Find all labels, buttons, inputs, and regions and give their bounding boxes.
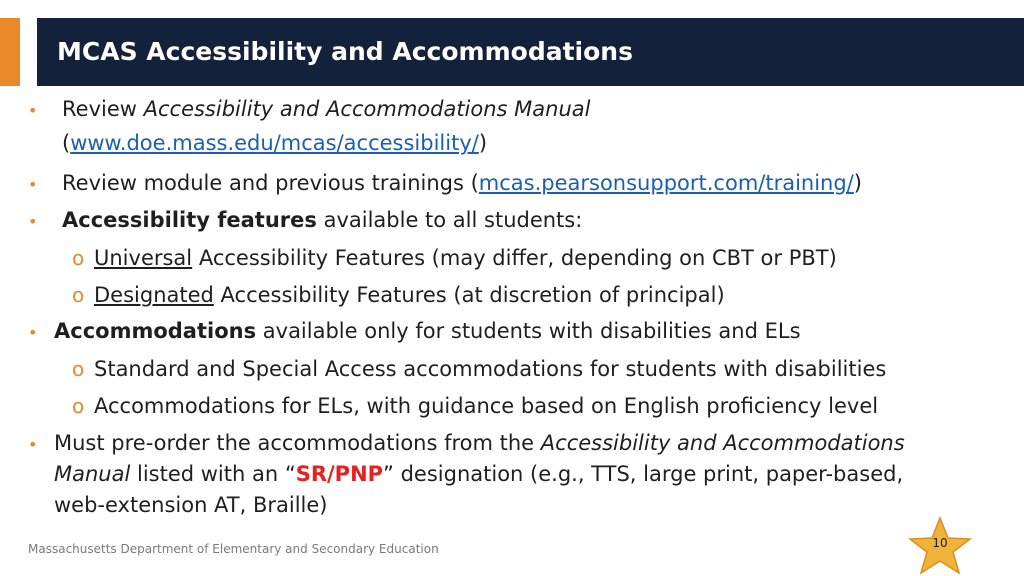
hollow-circle-icon: o xyxy=(72,246,85,270)
hollow-circle-icon: o xyxy=(72,357,85,381)
bullet-5-cont-2: web-extension AT, Braille) xyxy=(54,493,328,517)
hollow-circle-icon: o xyxy=(72,394,85,418)
sr-pnp-label: SR/PNP xyxy=(295,462,384,486)
bullet-4: • Accommodations available only for students with disabilities and ELs xyxy=(28,316,801,348)
hollow-circle-icon: o xyxy=(72,283,85,307)
bullet-2: • Review module and previous trainings (mcas.pearsonsupport.com/training/) xyxy=(28,168,862,200)
bullet-dot-icon: • xyxy=(28,175,38,194)
bullet-5: • Must pre-order the accommodations from the Accessibility and Accommodations xyxy=(28,428,905,460)
bullet-3: • Accessibility features available to all students: xyxy=(28,205,582,237)
sub-bullet-standard: o Standard and Special Access accommodations for students with disabilities xyxy=(72,354,886,384)
bullet-dot-icon: • xyxy=(28,101,38,120)
page-number: 10 xyxy=(932,536,948,550)
sub-bullet-universal: o Universal Accessibility Features (may differ, depending on CBT or PBT) xyxy=(72,243,837,273)
page-title: MCAS Accessibility and Accommodations xyxy=(57,37,633,66)
bullet-dot-icon: • xyxy=(28,435,38,454)
sub-bullet-els: o Accommodations for ELs, with guidance based on English proficiency level xyxy=(72,391,878,421)
bullet-dot-icon: • xyxy=(28,212,38,231)
footer-text: Massachusetts Department of Elementary and Secondary Education xyxy=(28,542,439,556)
training-link[interactable]: mcas.pearsonsupport.com/training/ xyxy=(478,171,854,195)
sub-bullet-designated: o Designated Accessibility Features (at discretion of principal) xyxy=(72,280,725,310)
accessibility-link[interactable]: www.doe.mass.edu/mcas/accessibility/ xyxy=(70,131,479,155)
bullet-1: • Review Accessibility and Accommodations Manual xyxy=(28,94,590,126)
bullet-dot-icon: • xyxy=(28,323,38,342)
bullet-1-cont: (www.doe.mass.edu/mcas/accessibility/) xyxy=(62,131,488,155)
bullet-5-cont: Manual listed with an “SR/PNP” designation (e.g., TTS, large print, paper-based, xyxy=(54,462,904,486)
